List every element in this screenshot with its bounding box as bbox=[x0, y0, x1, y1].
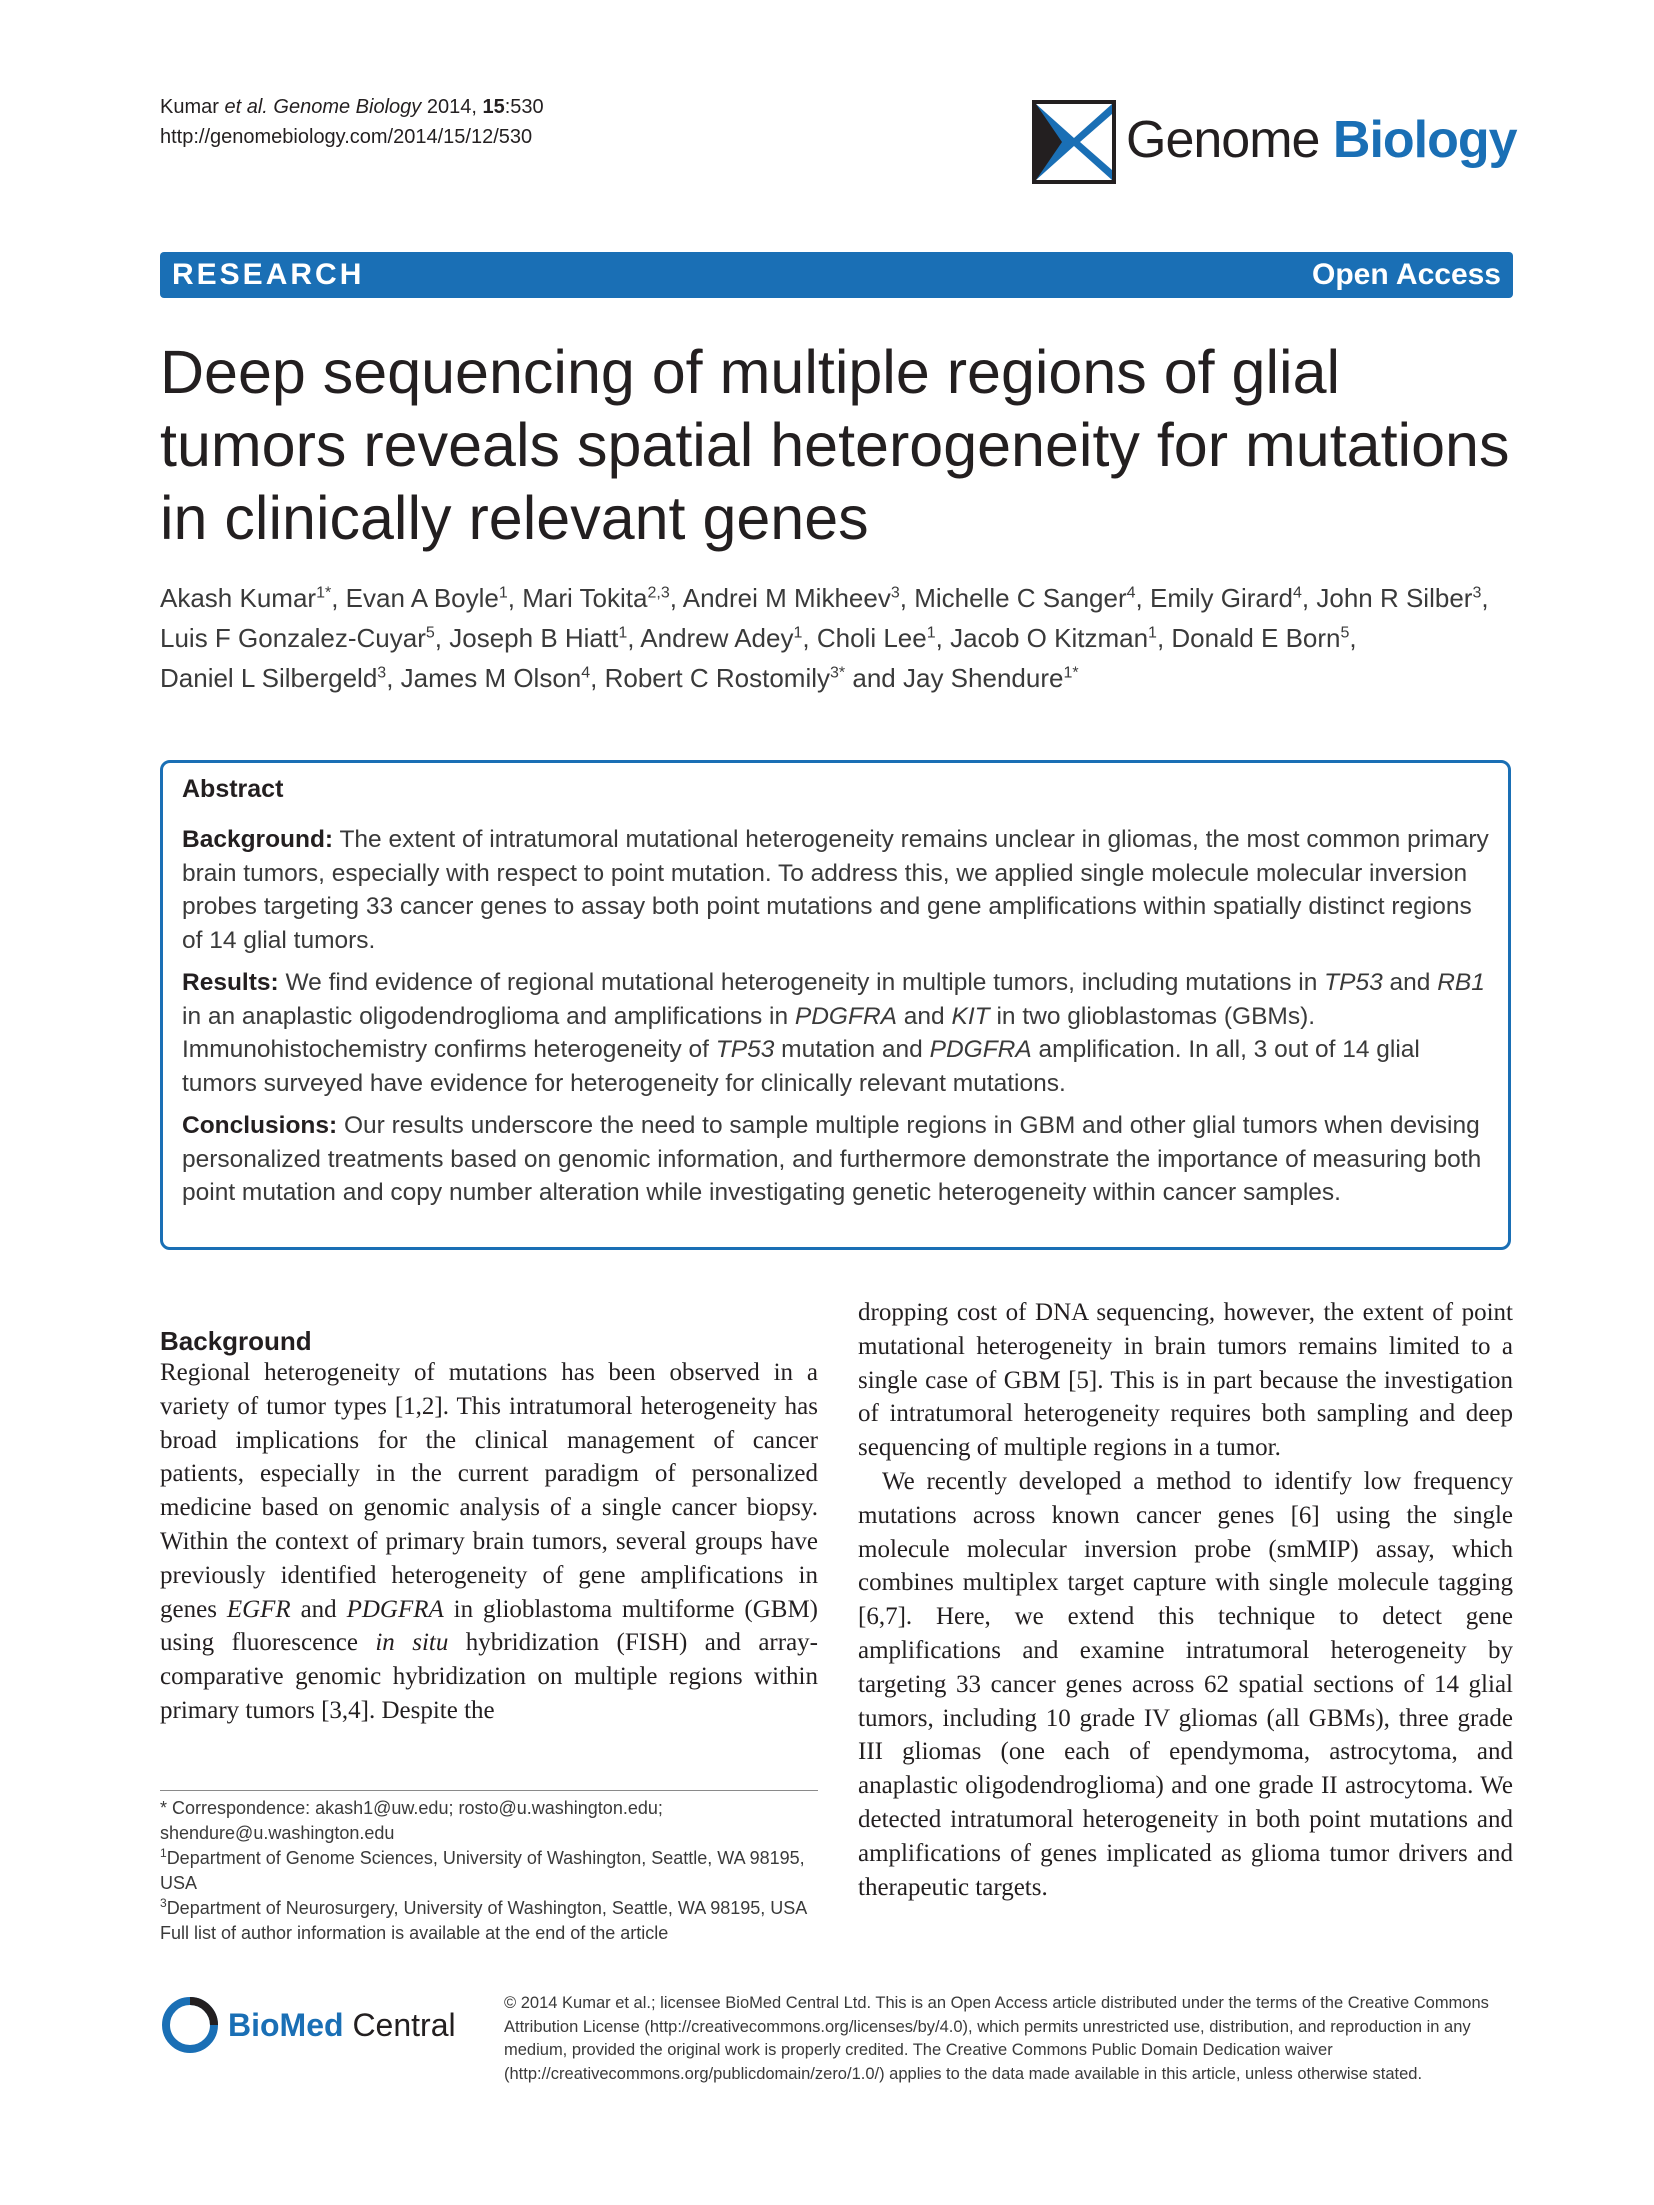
footnotes bbox=[160, 1796, 820, 1946]
open-access-label: Open Access bbox=[1312, 258, 1501, 291]
footnote-affiliation-1 bbox=[160, 1846, 820, 1896]
body-paragraph: dropping cost of DNA sequencing, however, the extent of point mutational heterogeneity in brain tumors remains limited to a single case of GBM [5]. This is in part because the investigation of intratumoral heterogeneity requires both sampling and deep sequencing of multiple regions in a tumor. bbox=[858, 1299, 1513, 1462]
body-text: hybridization (FISH) and array-comparative genomic hybridization on multiple regions within primary tumors [3,4]. Despite the bbox=[160, 1629, 818, 1724]
author bbox=[914, 583, 1135, 613]
footnote-more-info: Full list of author information is available at the end of the article bbox=[160, 1923, 669, 1943]
results-text: in two glioblastomas (GBMs). Immunohistochemistry confirms heterogeneity of bbox=[182, 1002, 1316, 1063]
author-name: Emily Girard bbox=[1149, 583, 1293, 613]
bmc-word-biomed: BioMed bbox=[228, 2007, 344, 2043]
results-text: amplification. In all, 3 out of 14 glial tumors surveyed have evidence for heterogeneity for clinically relevant mutations. bbox=[182, 1036, 1420, 1097]
license-notice: © 2014 Kumar et al.; licensee BioMed Central Ltd. This is an Open Access article distributed under the terms of the Creative Commons Attribution License (http://creativecommons.org/licenses/by/4.0), which permits unrestricted use, distribution, and reproduction in any medium, provided the original work is properly credited. The Creative Commons Public Domain Dedication waiver (http://creativecommons.org/publicdomain/zero/1.0/) applies to the data made available in this article, unless otherwise stated. bbox=[504, 1994, 1489, 2083]
authors-conjunction: and bbox=[852, 663, 896, 693]
author bbox=[160, 583, 331, 613]
author bbox=[903, 663, 1079, 693]
results-text: mutation and bbox=[781, 1036, 923, 1063]
author-name: Mari Tokita bbox=[522, 583, 648, 613]
author-affiliation-mark: 3 bbox=[377, 664, 387, 682]
author bbox=[950, 623, 1157, 653]
author-affiliation-mark: 1* bbox=[316, 584, 332, 602]
abstract-background-label: Background: bbox=[182, 826, 334, 853]
gene-name: KIT bbox=[951, 1002, 990, 1030]
abstract-body bbox=[182, 823, 1492, 1219]
author bbox=[522, 583, 669, 613]
citation-line bbox=[160, 92, 544, 122]
author bbox=[1150, 583, 1302, 613]
gene-name: EGFR bbox=[226, 1595, 291, 1623]
author-list: Akash Kumar$^{1*}$, Evan A Boyle$^1$, Mari Tokita$^{2,3}$, Andrei M Mikheev$^3$, Michelle C Sanger$^4$, Emily Girard$^4$, John R Silber$^3$, Luis F Gonzalez-Cuyar$^5$, Joseph B Hiatt$^1$, Andrew Adey$^1$, Choli Lee$^1$, Jacob O Kitzman$^1$, Donald E Born$^5$, Daniel L Silbergeld$^3$, James M Olson$^4$, Robert C Rostomily$^{3*}$ and Jay Shendure$^{1*}$ bbox=[160, 583, 1489, 693]
author-affiliation-mark: 5 bbox=[1340, 624, 1350, 642]
abstract-results-label: Results: bbox=[182, 969, 279, 996]
author-name: Andrei M Mikheev bbox=[682, 583, 891, 613]
author bbox=[449, 623, 627, 653]
article-type-banner bbox=[160, 252, 1513, 298]
author bbox=[640, 623, 802, 653]
section-heading-background: Background bbox=[160, 1326, 312, 1356]
author-name: Robert C Rostomily bbox=[604, 663, 831, 693]
author-name: Joseph B Hiatt bbox=[449, 623, 619, 653]
author-name: Jay Shendure bbox=[903, 663, 1064, 693]
citation-journal: Genome Biology bbox=[273, 96, 422, 118]
article-title: Deep sequencing of multiple regions of glial tumors reveals spatial heterogeneity for mutations in clinically relevant genes bbox=[160, 338, 1510, 552]
author bbox=[1316, 583, 1481, 613]
article-url[interactable]: http://genomebiology.com/2014/15/12/530 bbox=[160, 126, 533, 148]
gene-name: PDGFRA bbox=[346, 1595, 444, 1623]
abstract-conclusions-label: Conclusions: bbox=[182, 1112, 338, 1139]
author bbox=[346, 583, 508, 613]
citation-block bbox=[160, 92, 544, 152]
author-affiliation-mark: 1 bbox=[1148, 624, 1157, 642]
body-paragraph: We recently developed a method to identify low frequency mutations across known cancer genes [6] using the single molecule molecular inversion probe (smMIP) assay, which combines multiplex target capture with single molecule tagging [6,7]. Here, we extend this technique to detect gene amplifications and examine intratumoral heterogeneity by targeting 33 cancer genes across 62 spatial sections of 14 glial tumors, including 10 grade IV gliomas (all GBMs), three grade III gliomas (one each of ependymoma, astrocytoma, and anaplastic oligodendroglioma) and one grade II astrocytoma. We detected intratumoral heterogeneity in both point mutations and amplifications of genes implicated as glioma tumor drivers and therapeutic targets. bbox=[858, 1467, 1513, 1901]
author-affiliation-mark: 1 bbox=[926, 624, 936, 642]
author-affiliation-mark: 2,3 bbox=[647, 584, 670, 602]
citation-authors: Kumar bbox=[160, 96, 219, 118]
author-name: Akash Kumar bbox=[160, 583, 317, 613]
logo-word-biology: Biology bbox=[1332, 111, 1517, 169]
affiliation-number: 3 bbox=[160, 1896, 167, 1910]
citation-etal: et al. bbox=[224, 96, 268, 118]
author-affiliation-mark: 1* bbox=[1063, 664, 1079, 682]
logo-word-genome: Genome bbox=[1126, 111, 1320, 169]
author bbox=[683, 583, 900, 613]
genome-biology-logo bbox=[1032, 96, 1532, 186]
author bbox=[401, 663, 591, 693]
author-name: John R Silber bbox=[1316, 583, 1473, 613]
citation-volume: 15 bbox=[482, 96, 505, 118]
affiliation-text: Department of Neurosurgery, University of Washington, Seattle, WA 98195, USA bbox=[166, 1898, 808, 1918]
biomed-central-ring-icon bbox=[160, 1995, 220, 2055]
author-name: Andrew Adey bbox=[640, 623, 794, 653]
author-affiliation-mark: 4 bbox=[581, 664, 591, 682]
gene-name: PDGFRA bbox=[794, 1002, 897, 1030]
author-affiliation-mark: 4 bbox=[1293, 584, 1302, 602]
citation-article: :530 bbox=[504, 96, 544, 118]
results-text: and bbox=[1389, 969, 1431, 996]
author bbox=[817, 623, 936, 653]
footnote-divider bbox=[160, 1790, 818, 1791]
author-affiliation-mark: 3 bbox=[890, 584, 900, 602]
gene-name: RB1 bbox=[1437, 969, 1485, 996]
gene-name: TP53 bbox=[1324, 969, 1383, 996]
abstract-background-text: The extent of intratumoral mutational heterogeneity remains unclear in gliomas, the most common primary brain tumors, especially with respect to point mutation. To address this, we applied single molecule molecular inversion probes targeting 33 cancer genes to assay both point mutations and gene amplifications within spatially distinct regions of 14 glial tumors. bbox=[182, 826, 1489, 954]
abstract-background bbox=[182, 823, 1492, 957]
body-column-left bbox=[160, 1326, 818, 1728]
author-affiliation-mark: 1 bbox=[618, 624, 628, 642]
author bbox=[605, 663, 846, 693]
footnote-correspondence: * Correspondence: akash1@uw.edu; rosto@u.washington.edu; shendure@u.washington.edu bbox=[160, 1798, 663, 1843]
author-affiliation-mark: 4 bbox=[1126, 584, 1136, 602]
biomed-central-logo bbox=[160, 1995, 490, 2055]
author-affiliation-mark: 5 bbox=[425, 624, 435, 642]
author bbox=[1171, 623, 1349, 653]
author-name: James M Olson bbox=[400, 663, 582, 693]
author-name: Evan A Boyle bbox=[345, 583, 499, 613]
gene-name: PDGFRA bbox=[929, 1036, 1032, 1063]
body-text: in glioblastoma multiforme (GBM) using fluorescence bbox=[160, 1595, 819, 1657]
author bbox=[160, 623, 435, 653]
body-paragraph bbox=[160, 1356, 818, 1728]
author bbox=[160, 663, 386, 693]
author-name: Michelle C Sanger bbox=[914, 583, 1127, 613]
abstract-conclusions bbox=[182, 1109, 1492, 1210]
body-text: Regional heterogeneity of mutations has been observed in a variety of tumor types [1,2]. This intratumoral heterogeneity has broad implications for the clinical management of cancer patients, especially in the current paradigm of personalized medicine based on genomic analysis of a single cancer biopsy. Within the context of primary brain tumors, several groups have previously identified heterogeneity of gene amplifications in genes bbox=[160, 1359, 818, 1623]
bmc-word-central: Central bbox=[352, 2007, 456, 2043]
affiliation-text: Department of Genome Sciences, University of Washington, Seattle, WA 98195, USA bbox=[160, 1848, 805, 1893]
author-name: Luis F Gonzalez-Cuyar bbox=[160, 623, 426, 653]
author-name: Choli Lee bbox=[816, 623, 927, 653]
genome-biology-wordmark bbox=[1126, 110, 1517, 170]
author-affiliation-mark: 1 bbox=[498, 584, 508, 602]
article-type-label: RESEARCH bbox=[172, 258, 365, 291]
body-column-right bbox=[858, 1296, 1513, 1904]
abstract-results bbox=[182, 966, 1492, 1100]
author-affiliation-mark: 3 bbox=[1472, 584, 1482, 602]
affiliation-number: 1 bbox=[160, 1846, 167, 1860]
author-name: Donald E Born bbox=[1171, 623, 1341, 653]
results-text: and bbox=[903, 1002, 945, 1030]
author-name: Jacob O Kitzman bbox=[950, 623, 1149, 653]
citation-year: 2014, bbox=[426, 96, 477, 118]
author-affiliation-mark: 1 bbox=[793, 624, 803, 642]
abstract-heading: Abstract bbox=[182, 775, 284, 803]
body-text: and bbox=[300, 1595, 337, 1623]
results-text: in an anaplastic oligodendroglioma and amplifications in bbox=[182, 1002, 789, 1030]
biomed-central-wordmark bbox=[228, 2005, 456, 2045]
gene-name: TP53 bbox=[715, 1036, 775, 1063]
abstract-box bbox=[160, 760, 1511, 1250]
author-affiliation-mark: 3* bbox=[830, 664, 846, 682]
results-text: We find evidence of regional mutational heterogeneity in multiple tumors, including mutations in bbox=[285, 969, 1318, 996]
footnote-affiliation-3 bbox=[160, 1896, 820, 1921]
genome-biology-logo-icon bbox=[1032, 100, 1116, 184]
abstract-conclusions-text: Our results underscore the need to sample multiple regions in GBM and other glial tumors when devising personalized treatments based on genomic information, and furthermore demonstrate the importance of measuring both point mutation and copy number alteration while investigating genetic heterogeneity within cancer samples. bbox=[182, 1112, 1482, 1206]
italic-term: in situ bbox=[375, 1629, 449, 1657]
author-name: Daniel L Silbergeld bbox=[160, 663, 378, 693]
